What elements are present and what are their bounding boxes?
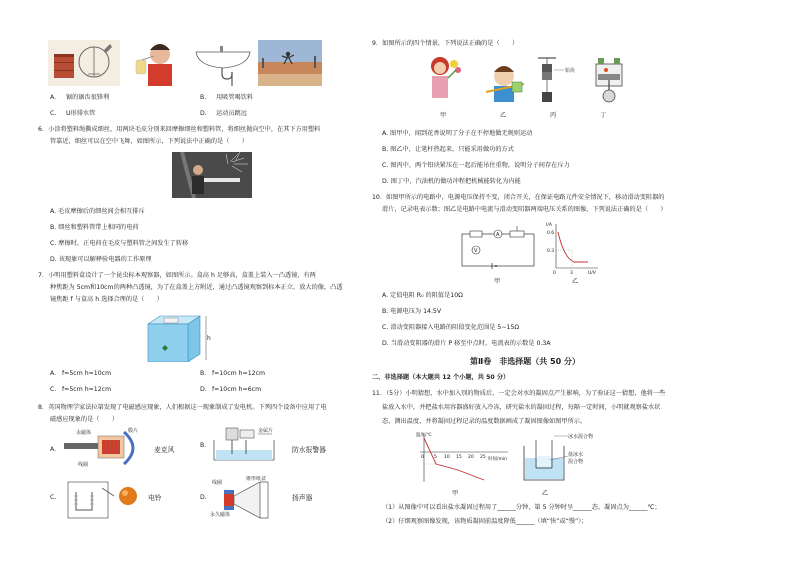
q11-graph-tick-20: 20	[468, 455, 474, 460]
q6-question-line2: 管靠近，细丝可以在空中飞舞，如图所示，下列说法中正确的是（ ）	[50, 138, 248, 145]
q11-graph-tick-10: 10	[444, 455, 450, 460]
q11-sub2: （2）仔细观察图像发现，该物质凝固前温度降低______（填“快”或“慢”）；	[382, 518, 588, 525]
q7-option-b-letter: B.	[200, 370, 207, 377]
q11-question-line3: 态、测出温度，并将凝固过程记录的温度数据画成了凝固图像如图甲所示。	[382, 418, 587, 425]
q7-question-line3: 镜焦距 f 与盒高 h 选择合理的是（ ）	[50, 296, 163, 303]
q10-graph-xlabel: U/V	[588, 271, 596, 276]
q9-option-a: A. 图甲中，闻到花香说明了分子在不停地做无规则运动	[382, 130, 533, 137]
q9-option-c: C. 图丙中，两个铅块紧压在一起后能吊住重物，说明分子间存在斥力	[382, 162, 570, 169]
q11-beaker-label-mixture: 混合物	[568, 459, 584, 465]
q8-flood-alarm-diagram	[210, 424, 286, 468]
q8-device-a-letter: A.	[50, 446, 57, 453]
q5-option-c-letter: C.	[50, 110, 57, 117]
q10-fig-label-jia: 甲	[494, 278, 501, 285]
q8-d-label-magnet: 永久磁体	[210, 512, 231, 518]
q11-question-line1: 11．（5分）小明猜想，水中加入别的物质后，一定会对水的凝固点产生影响，为了验证这一猜想，他将一些	[372, 390, 666, 397]
q9-fig-engine-stroke	[590, 56, 630, 106]
q8-d-label-coil: 线圈	[212, 480, 223, 486]
q8-a-label-magnet: 永磁体	[76, 430, 92, 436]
q6-option-b: B. 细丝和塑料管带上相同的电荷	[50, 224, 139, 231]
q9-question: 9．如图所示的四个情景，下列说法正确的是（ ）	[372, 40, 519, 47]
q10-question-line2: 滑片，记录电表示数；图乙是电路中电流与滑动变阻器两端电压关系的图像，下列说法正确的是（ ）	[382, 206, 667, 213]
q9-weight-label: 铅块	[565, 68, 576, 74]
q8-device-d-name: 扬声器	[292, 494, 313, 502]
q10-graph-ytick-1: 0.6	[547, 231, 555, 236]
q9-fig-pen-rubbing	[482, 62, 528, 104]
q6-question-line1: 6．小涂将塑料绳撕成细丝，用两块毛皮分别来回摩擦细丝和塑料管，将细丝抛向空中，在其下方用塑料	[38, 126, 321, 133]
q6-option-c: C. 摩擦时，正电荷在毛皮与塑料管之间发生了转移	[50, 240, 189, 247]
q7-option-a-letter: A.	[50, 370, 57, 377]
q5-saw-photo	[48, 40, 120, 86]
q9-fig-label-bing: 丙	[550, 112, 557, 119]
q7-box-h-label: h	[207, 335, 211, 342]
q11-beaker-label-icewater: 冰水混合物	[568, 434, 594, 440]
q5-option-a-text: 锯的锯齿很锋利	[66, 94, 110, 101]
q9-fig-label-jia: 甲	[440, 112, 447, 119]
q9-option-d: D. 图丁中，汽油机的做功冲程把机械能转化为内能	[382, 178, 521, 185]
q10-graph-xtick-1: 0	[553, 271, 556, 276]
q8-a-label-membrane: 膜片	[128, 428, 139, 434]
q5-sink-drawing	[192, 42, 254, 86]
q8-microphone-diagram	[62, 426, 148, 470]
q8-device-d-letter: D.	[200, 494, 207, 501]
q10-circuit-diagram	[456, 222, 538, 274]
q9-fig-flower-girl	[424, 52, 466, 104]
q8-question-line2: 磁感应现象的是（ ）	[50, 416, 119, 423]
q7-option-d-text: f=10cm h=6cm	[212, 386, 262, 393]
q5-option-b-letter: B.	[200, 94, 207, 101]
q7-option-c-text: f=5cm h=12cm	[62, 386, 112, 393]
q11-graph-tick-15: 15	[456, 455, 462, 460]
q10-option-a: A. 定值电阻 R₀ 的阻值是10Ω	[382, 292, 463, 299]
q8-d-label-cone: 锥形纸盆	[246, 476, 267, 482]
q7-question-line1: 7．小明用塑料盒设计了一个昆虫标本观察器，如图所示。盒高 h 足够高，盒盖上装入一凸透镜，有两	[38, 272, 316, 279]
q9-fig-lead-blocks	[534, 56, 584, 106]
q10-option-b: B. 电源电压为 14.5V	[382, 308, 442, 315]
q11-graph-tick-25: 25	[480, 455, 486, 460]
q11-fig-label-jia: 甲	[452, 490, 459, 497]
q7-option-d-letter: D.	[200, 386, 207, 393]
q11-sub1: （1）从图像中可以看出盐水凝固过程用了______分钟，第 5 分钟时呈______态，凝固点为______℃；	[382, 504, 661, 511]
q11-graph-xlabel: 时间/min	[488, 457, 508, 462]
q10-option-d: D. 当滑动变阻器的滑片 P 移至中点时，电流表的示数是 0.3A	[382, 340, 551, 347]
q10-option-c: C. 滑动变阻器接入电路的阻值变化范围是 5∼15Ω	[382, 324, 520, 331]
q7-option-a-text: f=5cm h=10cm	[62, 370, 112, 377]
q10-graph-ytick-2: 0.3	[547, 249, 555, 254]
q9-fig-label-yi: 乙	[500, 112, 507, 119]
q10-voltmeter-label: V	[474, 248, 478, 254]
part2-heading: 二、非选择题（本大题共 12 个小题，共 50 分）	[372, 374, 510, 381]
q8-electric-bell-diagram	[62, 478, 146, 522]
q9-option-b: B. 图乙中，让笔杆热起来，只能采用做功的方式	[382, 146, 514, 153]
q5-option-a-letter: A.	[50, 94, 57, 101]
q6-option-a: A. 毛皮摩擦后的细丝间会相互排斥	[50, 208, 145, 215]
q9-fig-label-ding: 丁	[600, 112, 607, 119]
q7-question-line2: 种焦距为 5cm和10cm的两种凸透镜，为了在盒盖上方附近，通过凸透镜观察到标本正立、放大的像，凸透	[50, 284, 343, 291]
q11-graph-tick-0: 0	[421, 455, 424, 460]
q8-device-a-name: 麦克风	[154, 446, 175, 454]
q8-device-c-name: 电铃	[148, 494, 162, 502]
q8-device-b-name: 防水报警器	[292, 446, 326, 454]
q7-observation-box	[140, 312, 212, 362]
q11-question-line2: 盐放入水中，并把盐水用容器盛好放入冷冻，研究盐水的凝固过程，每隔一定时间，小明就观察盐水状	[382, 404, 661, 411]
q11-fig-label-yi: 乙	[542, 490, 549, 497]
q8-a-label-coil: 线圈	[78, 462, 89, 468]
q11-graph-tick-5: 5	[434, 455, 437, 460]
q5-option-d-text: 运动员跳远	[216, 110, 247, 117]
q5-option-c-text: U形排水管	[66, 110, 96, 117]
q10-ammeter-label: A	[496, 232, 500, 238]
q8-question-line1: 8．英国物理学家法拉第发现了电磁感应现象，人们根据这一现象制成了发电机。下列四个设备中应用了电	[38, 404, 327, 411]
q11-beaker-diagram	[520, 428, 608, 486]
q10-fig-label-yi: 乙	[572, 278, 579, 285]
q8-b-label-metal: 金属片	[258, 428, 274, 434]
q5-long-jump-photo	[258, 40, 322, 86]
q5-option-d-letter: D.	[200, 110, 207, 117]
q6-option-d: D. 该现象可以解释验电器的工作原理	[50, 256, 152, 263]
q8-device-b-letter: B.	[200, 442, 207, 449]
part2-title: 第Ⅱ卷 非选择题（共 50 分）	[470, 357, 580, 366]
q5-straw-photo	[132, 40, 184, 86]
q11-beaker-label-saltice: 盐冰水	[568, 452, 584, 458]
q11-cooling-graph	[414, 430, 510, 486]
q7-option-c-letter: C.	[50, 386, 57, 393]
q10-graph-ylabel: I/A	[546, 223, 552, 228]
q11-graph-ylabel: 温度/℃	[416, 433, 432, 438]
q7-option-b-text: f=10cm h=12cm	[212, 370, 266, 377]
q6-static-photo	[172, 152, 252, 198]
q5-option-b-text: 用吸管喝饮料	[216, 94, 254, 101]
q10-question-line1: 10．如图甲所示的电路中，电源电压保持不变，闭合开关，在保证电路元件安全情况下，移动滑动变阻器的	[372, 194, 665, 201]
q10-graph-xtick-2: 3	[570, 271, 573, 276]
q8-loudspeaker-diagram	[210, 476, 284, 522]
q10-iu-graph	[546, 220, 600, 276]
q8-device-c-letter: C.	[50, 494, 57, 501]
